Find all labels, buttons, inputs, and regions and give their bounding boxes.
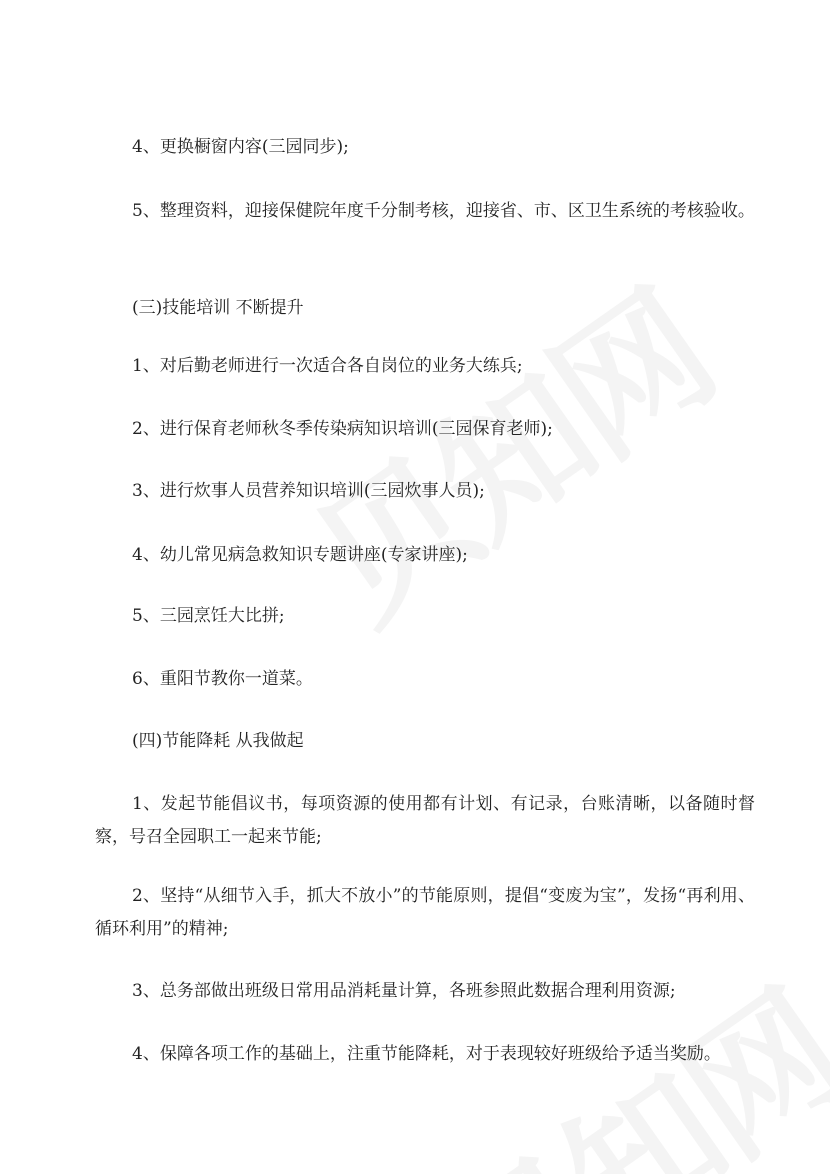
- paragraph: 2、进行保育老师秋冬季传染病知识培训(三园保育老师);: [132, 419, 553, 439]
- paragraph: 1、对后勤老师进行一次适合各自岗位的业务大练兵;: [132, 356, 523, 376]
- paragraph: 6、重阳节教你一道菜。: [132, 669, 313, 689]
- paragraph: 5、整理资料，迎接保健院年度千分制考核，迎接省、市、区卫生系统的考核验收。: [132, 201, 755, 221]
- paragraph: 3、进行炊事人员营养知识培训(三园炊事人员);: [132, 481, 485, 501]
- paragraph: 2、坚持“从细节入手，抓大不放小”的节能原则，提倡“变废为宝”，发扬“再利用、循环利用”的精神;: [95, 886, 755, 939]
- paragraph: 4、更换橱窗内容(三园同步);: [132, 137, 349, 157]
- section-heading: (四)节能降耗 从我做起: [132, 731, 304, 751]
- paragraph: 3、总务部做出班级日常用品消耗量计算，各班参照此数据合理利用资源;: [132, 981, 676, 1001]
- paragraph: 4、幼儿常见病急救知识专题讲座(专家讲座);: [132, 545, 468, 565]
- section-heading: (三)技能培训 不断提升: [132, 298, 304, 318]
- paragraph: 1、发起节能倡议书，每项资源的使用都有计划、有记录，台账清晰，以备随时督察，号召全园职工一起来节能;: [95, 794, 755, 847]
- paragraph: 4、保障各项工作的基础上，注重节能降耗，对于表现较好班级给予适当奖励。: [132, 1044, 721, 1064]
- paragraph: 5、三园烹饪大比拼;: [132, 606, 285, 626]
